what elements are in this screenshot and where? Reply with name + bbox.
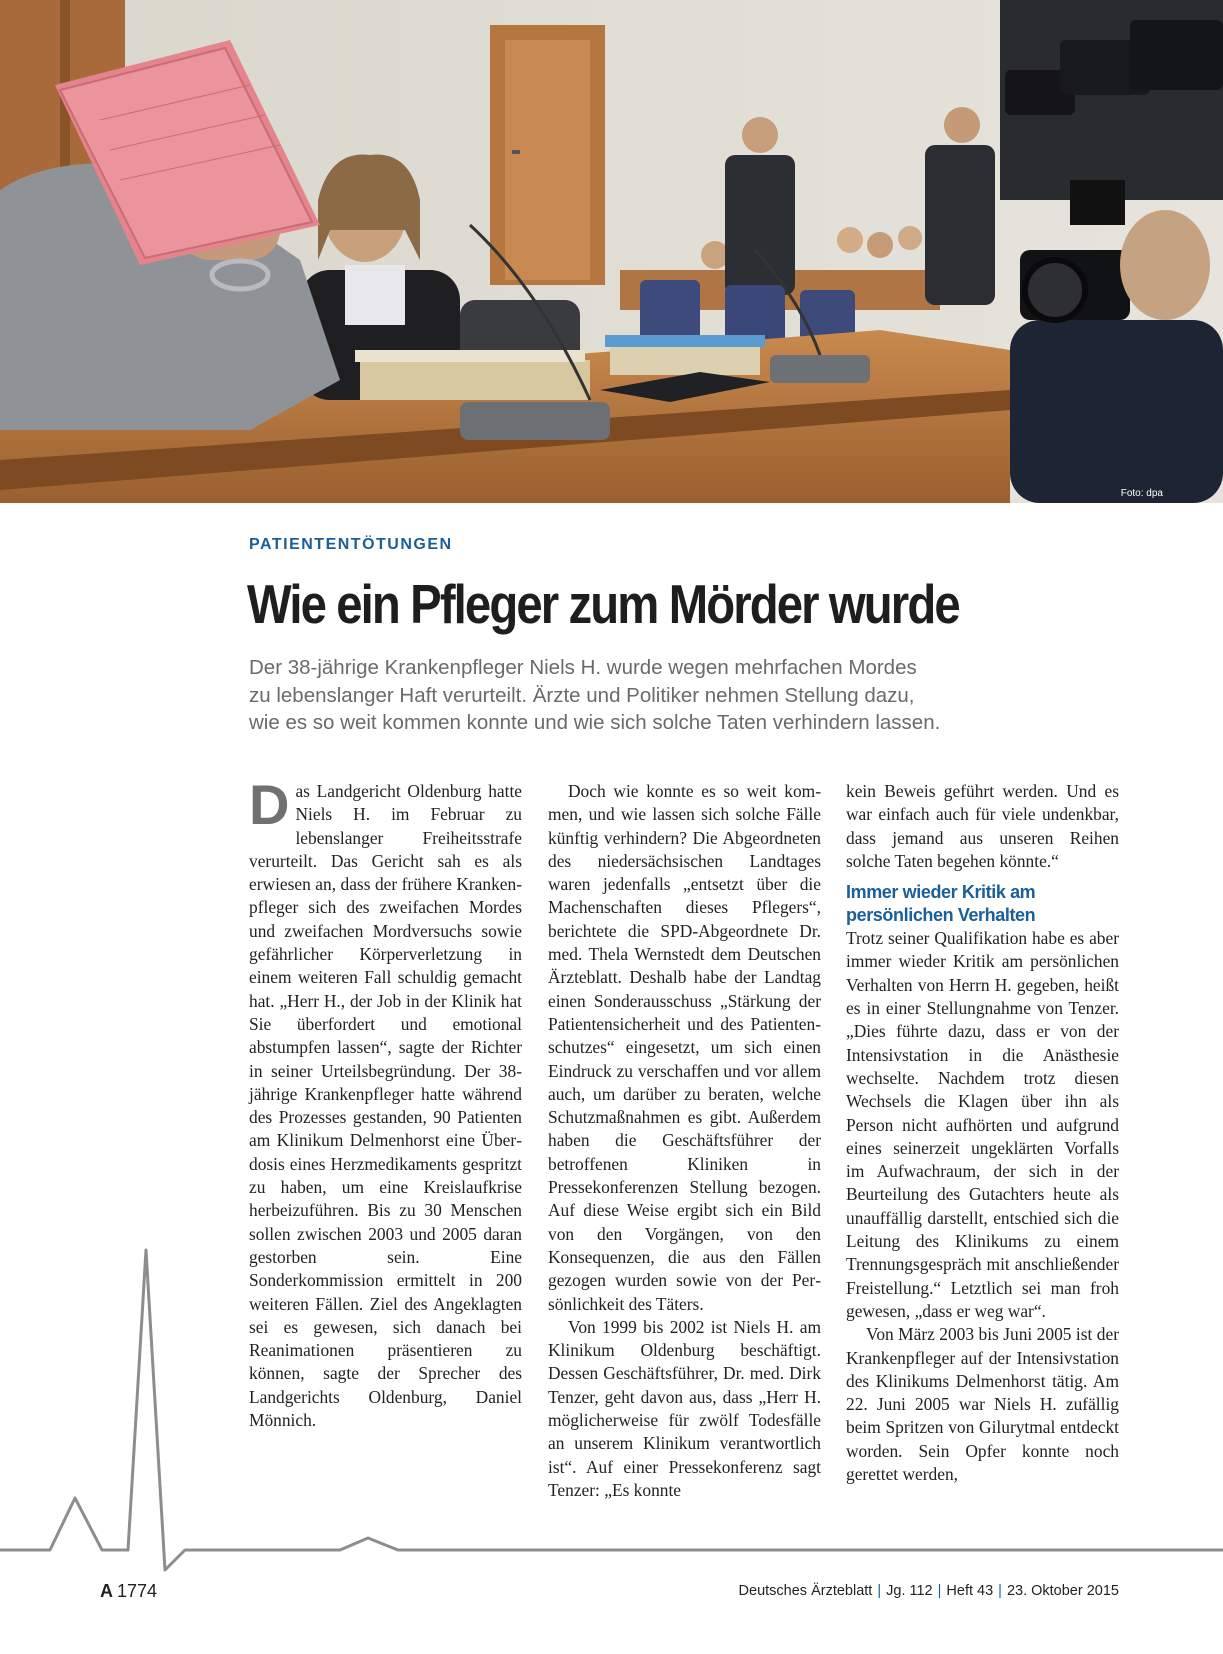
headline: Wie ein Pfleger zum Mörder wurde [247, 573, 959, 635]
paragraph: Doch wie konnte es so weit kommen, und wie lassen sich solche Fälle künftig verhindern? Die Abgeordneten des niedersächsischen Landtages waren jedenfalls „entsetzt über die Machenschaften dieses Pflegers“, berichtete die SPD-Abgeordnete Dr. med. Thela Wernstedt dem Deutschen Ärzteblatt. Deshalb habe der Landtag einen Sonderausschuss „Stärkung der Patientensicherheit und des Patientenschutzes“ eingesetzt, um sich einen Eindruck zu verschaffen und vor allem auch, um darüber zu beraten, welche Schutzmaßnahmen es gibt. Außerdem haben die Geschäftsführer der betroffenen Kliniken in Pressekonferenzen Stellung bezogen. Auf diese Weise ergibt sich ein Bild von den Vorgängen, von den Konsequenzen, die aus den Fällen gezogen wurden sowie von der Persönlichkeit des Täters. [548, 781, 821, 1314]
paragraph: Von März 2003 bis Juni 2005 ist der Krankenpfleger auf der Intensivstation des Klinikums Delmenhorst tätig. Am 22. Juni 2005 war Niels H. zufällig beim Spritzen von Gilurytmal entdeckt worden. Sein Opfer konnte noch gerettet werden, [846, 1324, 1119, 1485]
separator: | [998, 1583, 1002, 1599]
journal-volume: Jg. 112 [886, 1583, 933, 1599]
paragraph: Trotz seiner Qualifikation habe es aber immer wieder Kritik am persönlichen Verhalten von Herrn H. gegeben, heißt es in einer Stellungnahme von Tenzer. „Dies führte dazu, dass er von der Intensivstation in die Anästhesie wechselte. Nachdem trotz diesen Wechsels die Klagen über ihn als Person nicht aufhörten und aufgrund eines seinerzeit ungeklärten Vorfalls im Aufwachraum, der sich in der Beurteilung des Gutachters heute als unauffällig darstellt, entschied sich die Leitung des Klinikums zu einem Trennungsgespräch mit anschließender Freistellung.“ Letztlich sei man froh gewesen, „dass er weg war“. [846, 928, 1119, 1321]
folio-number: 1774 [117, 1581, 158, 1601]
subtitle-line: Der 38-jährige Krankenpfleger Niels H. wurde wegen mehrfachen Mordes [249, 656, 917, 679]
journal-issue: Heft 43 [946, 1583, 994, 1599]
ecg-line-graphic [0, 1240, 1223, 1580]
subtitle-line: zu lebenslanger Haft verurteilt. Ärzte und Politiker nehmen Stellung dazu, [249, 683, 915, 707]
subtitle-line: wie es so weit kommen konnte und wie sich solche Taten verhindern lassen. [249, 711, 941, 734]
page-number [100, 1581, 157, 1602]
subtitle [249, 654, 1149, 737]
paragraph-text: as Landgericht Oldenburg hatte Niels H. im Februar zu lebenslanger Freiheitsstrafe verurteilt. Das Gericht sah es als erwiesen an, dass der frühere Krankenpfleger sich des zweifachen Mordes und zweifachen Mordversuchs sowie gefährlicher Körperverletzung in einem weiteren Fall schuldig gemacht hat. „Herr H., der Job in der Klinik hat Sie überfordert und emotional abstumpfen lassen“, sagte der Richter in seiner Urteilsbegründung. Der 38-jährige Krankenpfleger hatte während des Prozesses gestanden, 90 Patienten am Klinikum Delmenhorst eine Überdosis eines Herzmedikaments gespritzt zu haben, um eine Kreislaufkrise herbeizuführen. Bis zu 30 Menschen sollen zwischen 2003 und 2005 daran gestorben sein. Eine Sonderkommission ermittelt in 200 weiteren Fällen. Ziel des Angeklagten sei es gewesen, sich danach bei Reanimationen präsentieren zu können, sagte der Sprecher des Landgerichts Oldenburg, Daniel Mönnich. [249, 781, 522, 1431]
journal-date: 23. Oktober 2015 [1006, 1583, 1119, 1599]
kicker: PATIENTENTÖTUNGEN [249, 536, 453, 553]
paragraph: Von 1999 bis 2002 ist Niels H. am Klinikum Oldenburg beschäftigt. Dessen Geschäftsführer, Dr. med. Dirk Tenzer, geht davon aus, dass „Herr H. möglicherweise für zwölf Todesfälle an unserem Klinikum verantwortlich ist“. Auf einer Pressekonferenz sagt Tenzer: „Es konnte [548, 1316, 821, 1500]
paragraph: kein Beweis geführt werden. Und es war einfach auch für viele undenkbar, dass jemand aus unseren Reihen solche Taten begehen könnte.“ [846, 781, 1119, 871]
drop-cap: D [249, 773, 290, 836]
header-photo [0, 0, 1223, 503]
section-heading: Immer wieder Kritik am persönlichen Verhalten [846, 882, 1036, 926]
separator: | [877, 1583, 882, 1599]
separator: | [937, 1583, 942, 1599]
courtroom-photo [0, 0, 1223, 503]
photo-credit: Foto: dpa [1120, 488, 1163, 499]
journal-info [739, 1583, 1119, 1599]
journal-name: Deutsches Ärzteblatt [738, 1583, 873, 1599]
folio-letter: A [100, 1581, 113, 1601]
